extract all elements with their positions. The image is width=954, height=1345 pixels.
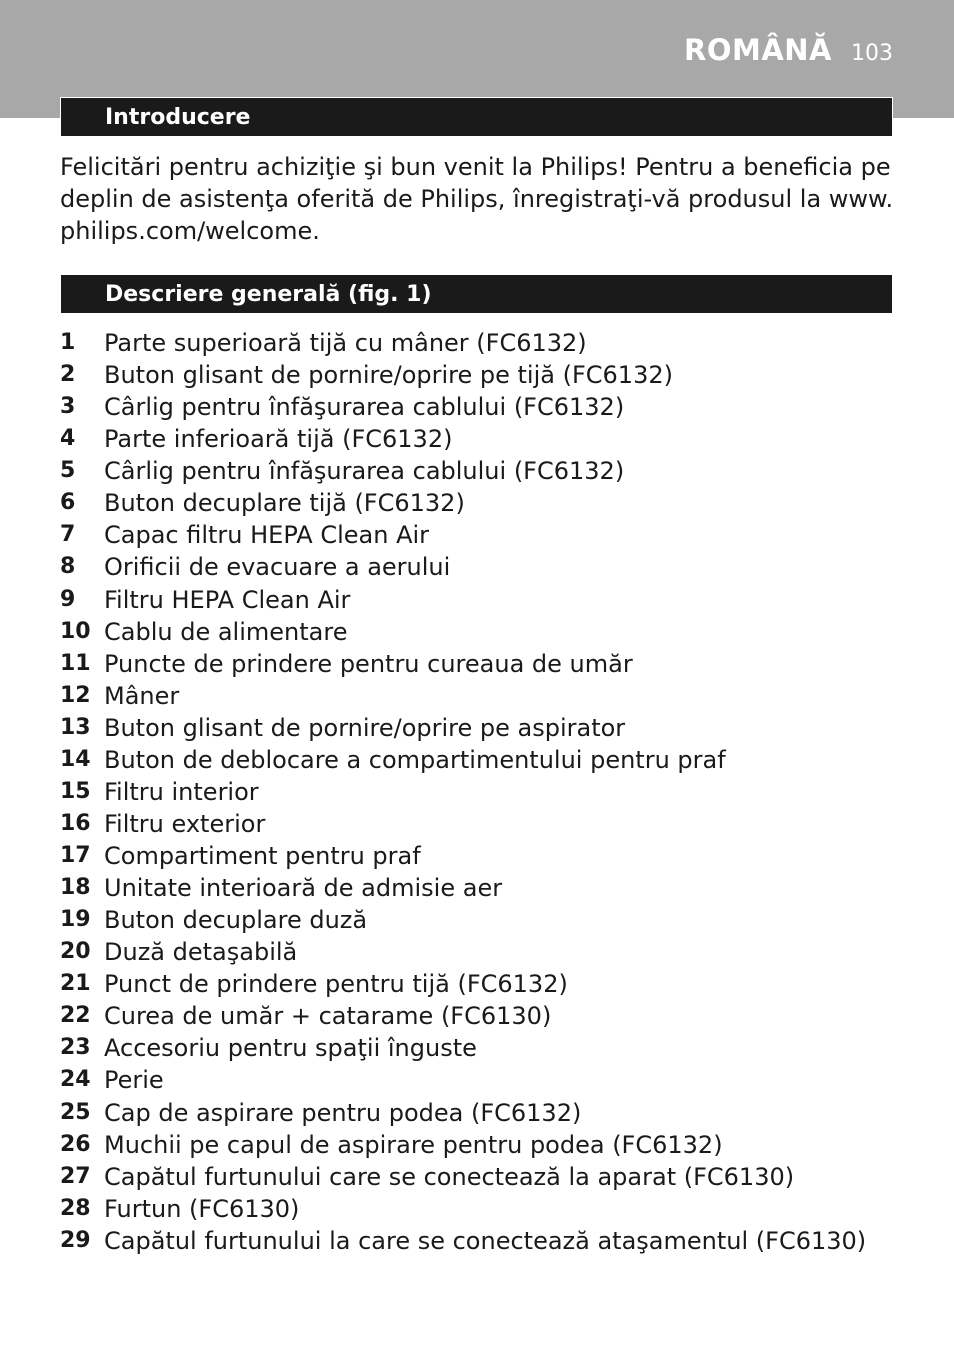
item-number: 1: [60, 330, 76, 355]
intro-paragraph: [60, 151, 894, 247]
list-item: [60, 840, 910, 872]
item-number: 21: [60, 971, 91, 997]
list-item: [60, 1064, 910, 1096]
list-item: [60, 872, 910, 904]
list-item: [60, 551, 910, 583]
item-number: 22: [60, 1003, 91, 1029]
item-number: 17: [60, 843, 91, 868]
list-item: [60, 455, 910, 487]
section-title: Introducere: [105, 105, 251, 130]
item-label: Accesoriu pentru spaţii înguste: [104, 1034, 477, 1063]
intro-line: deplin de asistenţa oferită de Philips, înregistraţi-vă produsul la www.: [60, 185, 894, 213]
item-label: Buton de deblocare a compartimentului pentru praf: [104, 745, 726, 774]
item-label: Buton glisant de pornire/oprire pe tijă (FC6132): [104, 361, 673, 390]
item-label: Cablu de alimentare: [104, 617, 348, 646]
item-number: 8: [60, 554, 76, 580]
item-number: 9: [60, 586, 76, 612]
item-label: Cârlig pentru înfăşurarea cablului (FC6132): [104, 393, 625, 422]
item-label: Filtru interior: [104, 777, 259, 806]
item-number: 23: [60, 1035, 91, 1061]
item-label: Mâner: [104, 681, 180, 710]
list-item: [60, 519, 910, 551]
list-item: [60, 616, 910, 648]
list-item: [60, 904, 910, 936]
list-item: [60, 744, 910, 776]
item-number: 16: [60, 810, 91, 836]
item-label: Curea de umăr + catarame (FC6130): [104, 1002, 552, 1031]
list-item: [60, 327, 910, 359]
list-item: [60, 680, 910, 712]
page-number: 103: [851, 41, 893, 66]
item-label: Unitate interioară de admisie aer: [104, 874, 503, 903]
list-item: [60, 1097, 910, 1129]
item-number: 11: [60, 650, 91, 676]
item-label: Perie: [104, 1066, 164, 1095]
list-item: [60, 712, 910, 744]
item-number: 20: [60, 939, 91, 965]
item-number: 26: [60, 1131, 91, 1157]
list-item: [60, 391, 910, 423]
item-label: Furtun (FC6130): [104, 1194, 300, 1223]
item-number: 7: [60, 522, 76, 548]
item-number: 2: [60, 362, 76, 388]
list-item: [60, 487, 910, 519]
item-label: Buton decuplare tijă (FC6132): [104, 489, 465, 518]
item-label: Puncte de prindere pentru cureaua de umăr: [104, 649, 633, 678]
item-number: 29: [60, 1227, 91, 1253]
item-label: Filtru exterior: [104, 809, 266, 838]
item-number: 10: [60, 618, 91, 644]
item-label: Capătul furtunului care se conectează la aparat (FC6130): [104, 1162, 795, 1191]
item-label: Duză detaşabilă: [104, 938, 298, 967]
item-label: Compartiment pentru praf: [104, 842, 421, 870]
list-item: [60, 808, 910, 840]
item-number: 14: [60, 746, 91, 772]
item-label: Cap de aspirare pentru podea (FC6132): [104, 1098, 582, 1127]
list-item: [60, 1193, 910, 1225]
item-number: 6: [60, 490, 76, 516]
list-item: [60, 1000, 910, 1032]
list-item: [60, 648, 910, 680]
item-number: 4: [60, 426, 76, 452]
item-number: 15: [60, 778, 91, 804]
item-number: 3: [60, 394, 76, 420]
list-item: [60, 776, 910, 808]
item-number: 28: [60, 1195, 91, 1221]
section-header-descriere: [60, 274, 893, 314]
item-label: Punct de prindere pentru tijă (FC6132): [104, 970, 568, 999]
list-item: [60, 968, 910, 1000]
item-label: Buton glisant de pornire/oprire pe aspirator: [104, 713, 626, 742]
item-label: Capac filtru HEPA Clean Air: [104, 521, 430, 550]
item-label: Orificii de evacuare a aerului: [104, 553, 451, 582]
list-item: [60, 936, 910, 968]
list-item: [60, 1161, 910, 1193]
list-item: [60, 1032, 910, 1064]
item-label: Parte superioară tijă cu mâner (FC6132): [104, 329, 587, 357]
item-number: 25: [60, 1099, 91, 1125]
item-number: 24: [60, 1067, 91, 1093]
language-title: ROMÂNĂ: [684, 33, 832, 67]
item-label: Parte inferioară tijă (FC6132): [104, 425, 453, 454]
item-number: 27: [60, 1163, 91, 1189]
item-number: 5: [60, 458, 76, 484]
item-number: 13: [60, 714, 91, 740]
list-item: [60, 423, 910, 455]
item-label: Cârlig pentru înfăşurarea cablului (FC6132): [104, 457, 625, 486]
list-item: [60, 584, 910, 616]
item-label: Muchii pe capul de aspirare pentru podea (FC6132): [104, 1130, 723, 1159]
item-number: 12: [60, 682, 91, 708]
item-label: Filtru HEPA Clean Air: [104, 585, 351, 614]
item-label: Buton decuplare duză: [104, 906, 368, 935]
list-item: [60, 1225, 910, 1257]
item-label: Capătul furtunului la care se conectează ataşamentul (FC6130): [104, 1226, 867, 1255]
section-title: Descriere generală (fig. 1): [105, 282, 432, 307]
list-item: [60, 359, 910, 391]
item-number: 19: [60, 907, 91, 933]
section-header-introducere: [60, 97, 893, 137]
list-item: [60, 1129, 910, 1161]
intro-line: Felicitări pentru achiziţie şi bun venit la Philips! Pentru a beneficia pe: [60, 153, 891, 181]
intro-line: philips.com/welcome.: [60, 217, 320, 245]
item-number: 18: [60, 875, 91, 901]
parts-list: [60, 327, 910, 1257]
